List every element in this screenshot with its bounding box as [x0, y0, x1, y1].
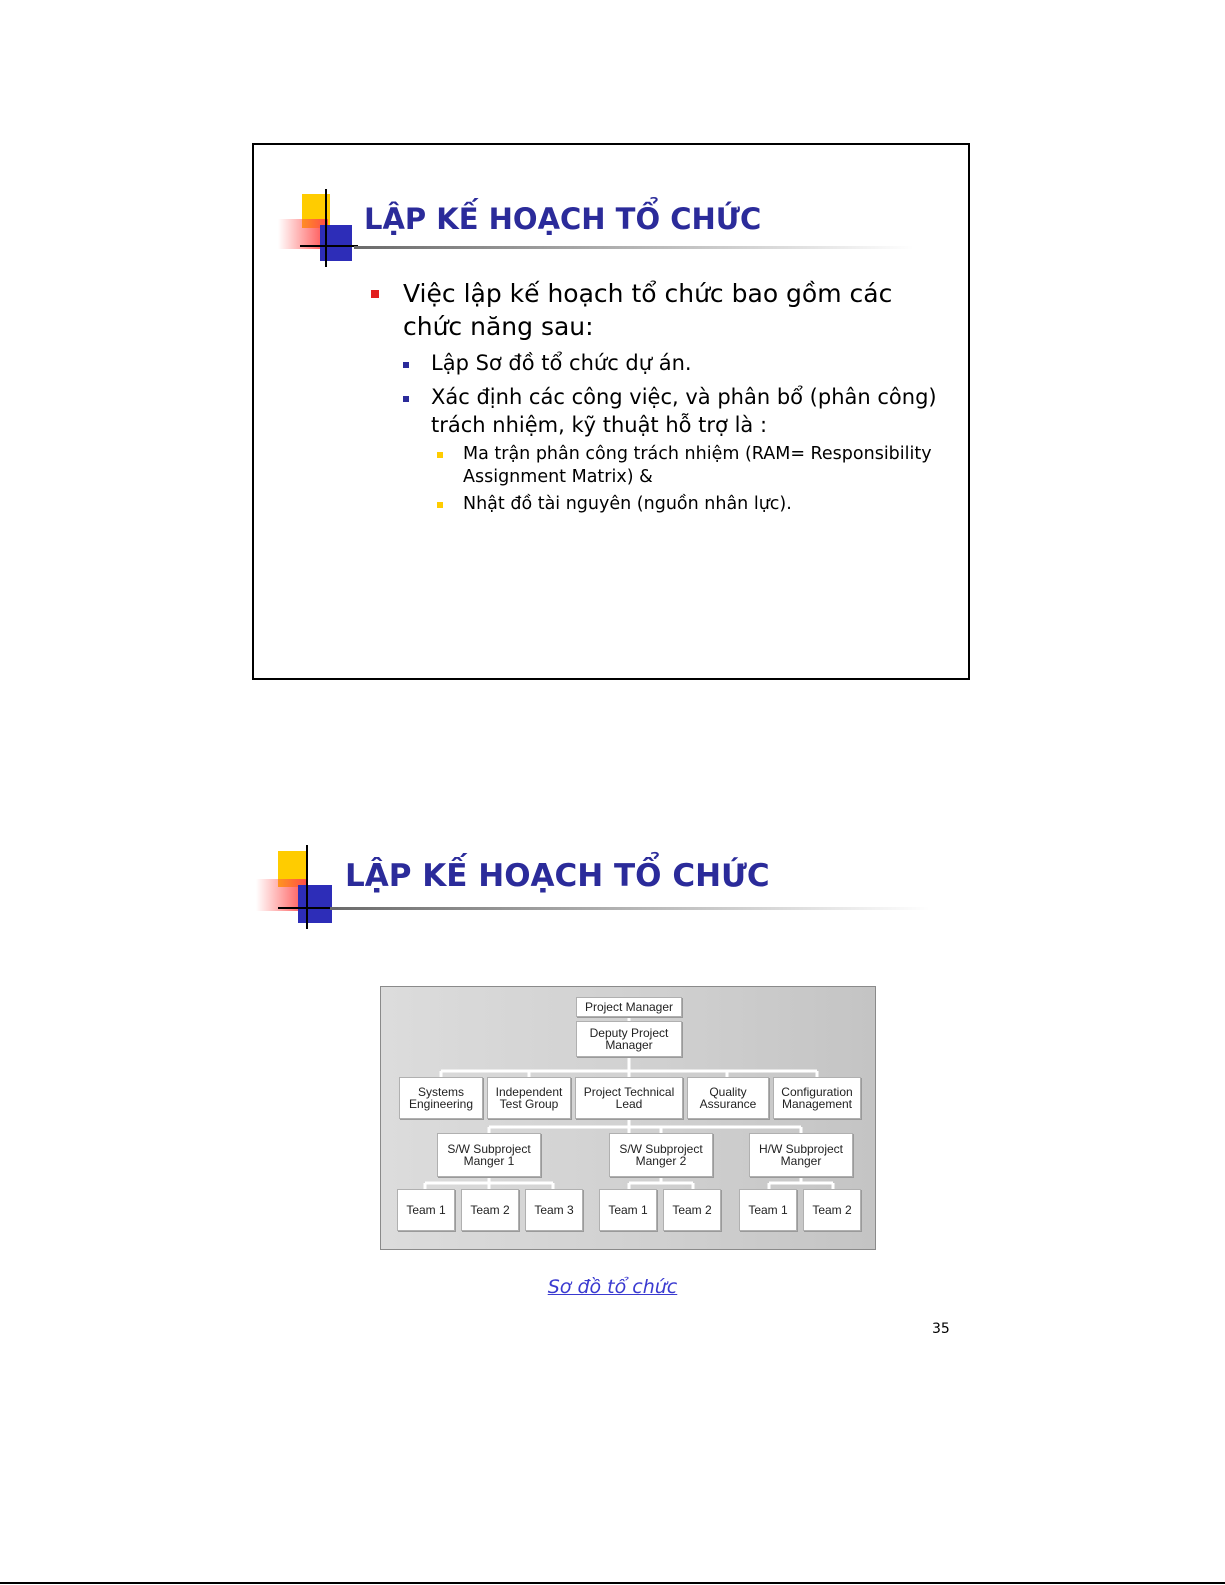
box-hw-subproject-manager: H/W Subproject Manger [749, 1133, 853, 1177]
box-team: Team 2 [461, 1189, 519, 1231]
box-quality-assurance: Quality Assurance [687, 1077, 769, 1119]
title-underline [354, 246, 914, 249]
bullet-sub-1: Lập Sơ đồ tổ chức dự án. [369, 349, 959, 377]
box-team: Team 1 [739, 1189, 797, 1231]
box-configuration-management: Configuration Management [773, 1077, 861, 1119]
bullet-sub-2: Xác định các công việc, và phân bổ (phân công) trách nhiệm, kỹ thuật hỗ trợ là : [369, 383, 959, 439]
box-project-technical-lead: Project Technical Lead [575, 1077, 683, 1119]
org-chart-caption-link[interactable]: Sơ đồ tổ chức [547, 1276, 678, 1298]
box-sw-subproject-manager-1: S/W Subproject Manger 1 [437, 1133, 541, 1177]
slide-1-title: LẬP KẾ HOẠCH TỔ CHỨC [364, 202, 762, 236]
slide-2-title: LẬP KẾ HOẠCH TỔ CHỨC [345, 858, 770, 894]
box-deputy-project-manager: Deputy Project Manager [576, 1021, 682, 1057]
box-sw-subproject-manager-2: S/W Subproject Manger 2 [609, 1133, 713, 1177]
bullet-subsub-1: Ma trận phân công trách nhiệm (RAM= Responsibility Assignment Matrix) & [369, 443, 959, 489]
title-decoration [278, 189, 368, 269]
title-decoration [256, 845, 356, 930]
box-team: Team 1 [599, 1189, 657, 1231]
title-underline [330, 907, 930, 910]
org-chart [380, 986, 876, 1250]
box-team: Team 2 [663, 1189, 721, 1231]
page-bottom-rule [0, 1582, 1225, 1584]
box-team: Team 2 [803, 1189, 861, 1231]
box-team: Team 3 [525, 1189, 583, 1231]
bullet-list [369, 277, 959, 516]
box-independent-test-group: Independent Test Group [487, 1077, 571, 1119]
slide-1 [252, 143, 970, 680]
box-systems-engineering: Systems Engineering [399, 1077, 483, 1119]
page-number: 35 [932, 1321, 950, 1337]
box-team: Team 1 [397, 1189, 455, 1231]
bullet-subsub-2: Nhật đồ tài nguyên (nguồn nhân lực). [369, 493, 959, 516]
box-project-manager: Project Manager [576, 997, 682, 1017]
bullet-main: Việc lập kế hoạch tổ chức bao gồm các chức năng sau: [369, 277, 959, 343]
